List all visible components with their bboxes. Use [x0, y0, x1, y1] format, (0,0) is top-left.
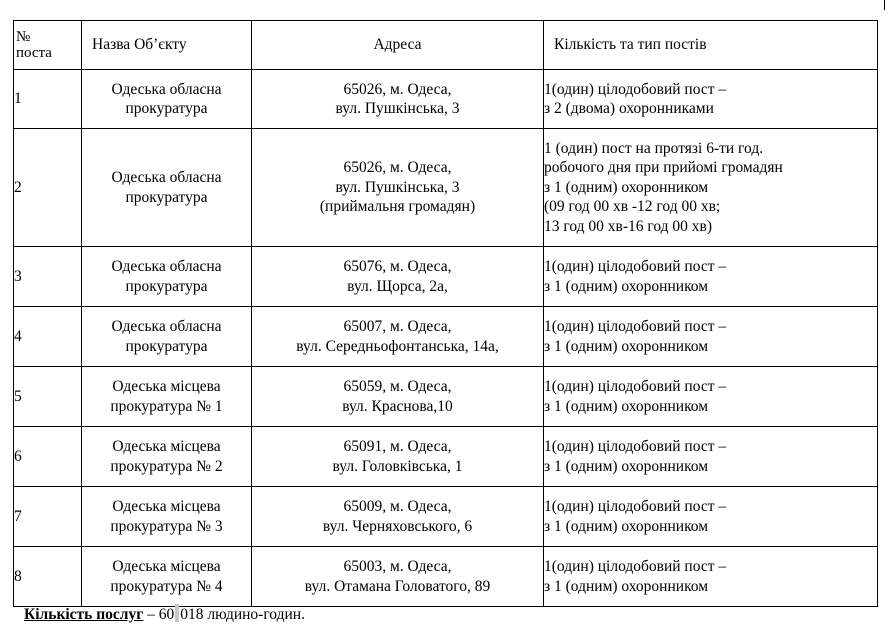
page-edge-line: [884, 0, 885, 10]
address-cell: 65003, м. Одеса, вул. Отамана Головатого, 89: [252, 547, 544, 607]
object-name-cell: Одеська місцева прокуратура № 3: [82, 487, 252, 547]
table-row: [14, 547, 878, 607]
post-number-cell: 1: [14, 70, 82, 129]
header-post-count-type: Кількість та тип постів: [544, 21, 878, 70]
post-number-cell: 5: [14, 367, 82, 427]
post-number-cell: 6: [14, 427, 82, 487]
object-name-cell: Одеська обласна прокуратура: [82, 307, 252, 367]
address-cell: 65009, м. Одеса, вул. Черняховського, 6: [252, 487, 544, 547]
table-row: [14, 367, 878, 427]
table-header-row: [14, 21, 878, 70]
table-row: [14, 427, 878, 487]
header-object-name: Назва Об’єкту: [82, 21, 252, 70]
header-post-number: № поста: [14, 21, 82, 70]
post-count-cell: 1(один) цілодобовий пост – з 1 (одним) охоронником: [544, 427, 878, 487]
address-cell: 65026, м. Одеса, вул. Пушкінська, 3 (приймальня громадян): [252, 129, 544, 247]
services-total-label: Кількість послуг: [24, 606, 144, 623]
services-total-dash: – 60: [143, 606, 175, 623]
address-cell: 65059, м. Одеса, вул. Краснова,10: [252, 367, 544, 427]
post-number-cell: 3: [14, 247, 82, 307]
address-cell: 65091, м. Одеса, вул. Головківська, 1: [252, 427, 544, 487]
services-total: [24, 604, 305, 625]
services-total-value: 018 людино-годин.: [180, 606, 305, 623]
object-name-cell: Одеська обласна прокуратура: [82, 247, 252, 307]
post-count-cell: 1(один) цілодобовий пост – з 2 (двома) охоронниками: [544, 70, 878, 129]
object-name-cell: Одеська обласна прокуратура: [82, 129, 252, 247]
text-cursor-mark: [175, 604, 179, 622]
table-row: [14, 247, 878, 307]
object-name-cell: Одеська обласна прокуратура: [82, 70, 252, 129]
posts-table: [13, 20, 878, 607]
table-row: [14, 487, 878, 547]
post-count-cell: 1(один) цілодобовий пост – з 1 (одним) охоронником: [544, 547, 878, 607]
address-cell: 65076, м. Одеса, вул. Щорса, 2а,: [252, 247, 544, 307]
post-number-cell: 4: [14, 307, 82, 367]
post-number-cell: 2: [14, 129, 82, 247]
table-row: [14, 307, 878, 367]
object-name-cell: Одеська місцева прокуратура № 2: [82, 427, 252, 487]
address-cell: 65007, м. Одеса, вул. Середньофонтанська, 14а,: [252, 307, 544, 367]
object-name-cell: Одеська місцева прокуратура № 1: [82, 367, 252, 427]
post-count-cell: 1 (один) пост на протязі 6-ти год. робочого дня при прийомі громадян з 1 (одним) охоронником (09 год 00 хв -12 год 00 хв; 13 год 00 хв-16 год 00 хв): [544, 129, 878, 247]
header-address: Адреса: [252, 21, 544, 70]
post-count-cell: 1(один) цілодобовий пост – з 1 (одним) охоронником: [544, 367, 878, 427]
table-row: [14, 129, 878, 247]
object-name-cell: Одеська місцева прокуратура № 4: [82, 547, 252, 607]
post-number-cell: 7: [14, 487, 82, 547]
post-number-cell: 8: [14, 547, 82, 607]
post-count-cell: 1(один) цілодобовий пост – з 1 (одним) охоронником: [544, 307, 878, 367]
address-cell: 65026, м. Одеса, вул. Пушкінська, 3: [252, 70, 544, 129]
post-count-cell: 1(один) цілодобовий пост – з 1 (одним) охоронником: [544, 487, 878, 547]
post-count-cell: 1(один) цілодобовий пост – з 1 (одним) охоронником: [544, 247, 878, 307]
table-row: [14, 70, 878, 129]
